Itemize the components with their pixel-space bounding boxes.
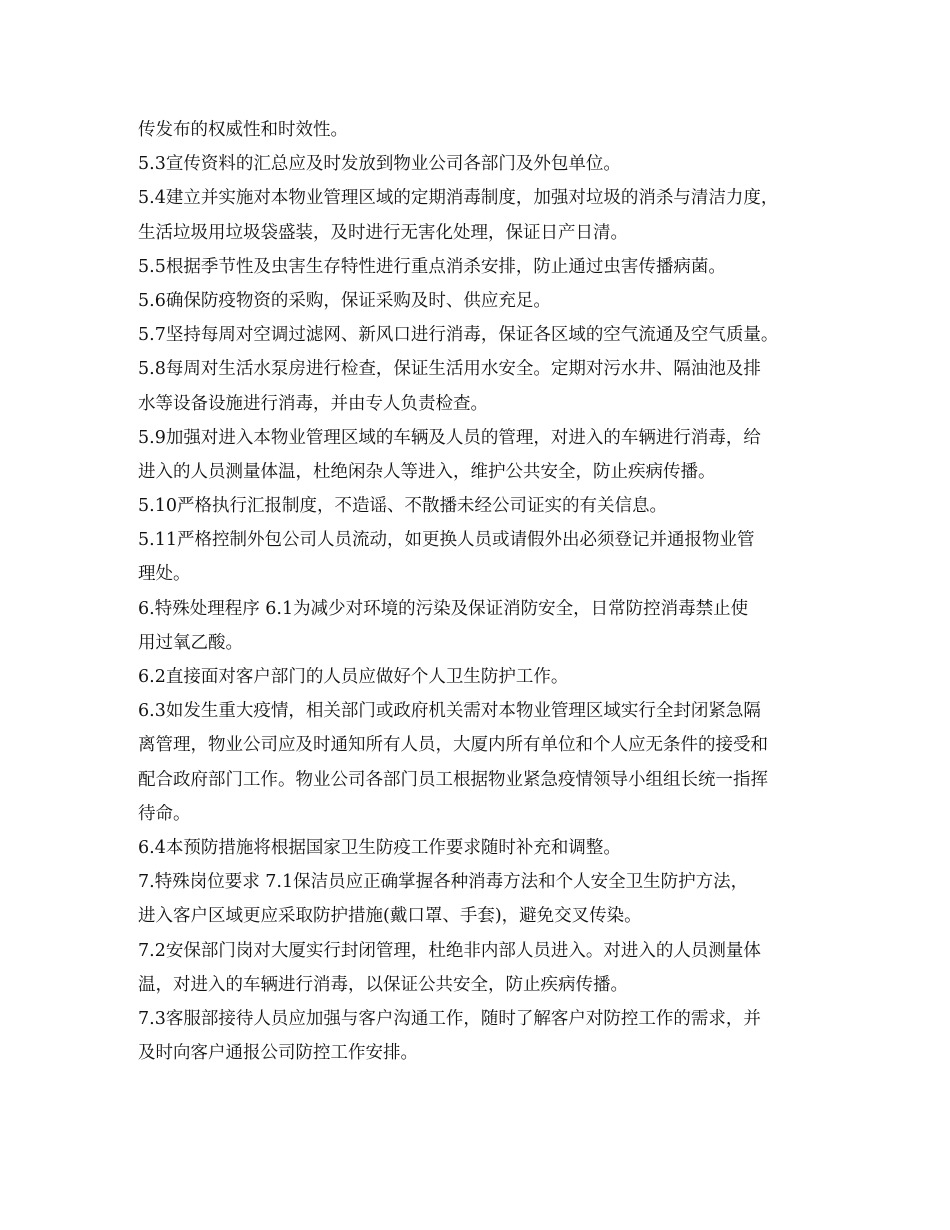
text-line: 5.11严格控制外包公司人员流动，如更换人员或请假外出必须登记并通报物业管 bbox=[138, 530, 755, 551]
text-line: 6.3如发生重大疫情，相关部门或政府机关需对本物业管理区域实行全封闭紧急隔 bbox=[138, 701, 761, 722]
text-line: 待命。 bbox=[138, 803, 191, 824]
text-line: 理处。 bbox=[138, 564, 191, 585]
text-line: 5.9加强对进入本物业管理区域的车辆及人员的管理，对进入的车辆进行消毒，给 bbox=[138, 427, 761, 448]
text-line: 5.7坚持每周对空调过滤网、新风口进行消毒，保证各区域的空气流通及空气质量。 bbox=[138, 325, 779, 346]
text-line: 传发布的权威性和时效性。 bbox=[138, 120, 348, 140]
text-line: 5.4建立并实施对本物业管理区域的定期消毒制度，加强对垃圾的消杀与清洁力度， bbox=[138, 188, 779, 209]
text-line: 5.6确保防疫物资的采购，保证采购及时、供应充足。 bbox=[138, 290, 551, 311]
text-line: 5.3宣传资料的汇总应及时发放到物业公司各部门及外包单位。 bbox=[138, 154, 621, 175]
text-line: 6.特殊处理程序 6.1为减少对环境的污染及保证消防安全，日常防控消毒禁止使 bbox=[138, 598, 749, 619]
text-line: 6.2直接面对客户部门的人员应做好个人卫生防护工作。 bbox=[138, 667, 569, 687]
text-line: 生活垃圾用垃圾袋盛装，及时进行无害化处理，保证日产日清。 bbox=[138, 222, 628, 243]
text-line: 水等设备设施进行消毒，并由专人负责检查。 bbox=[138, 393, 488, 414]
text-line: 5.5根据季节性及虫害生存特性进行重点消杀安排，防止通过虫害传播病菌。 bbox=[138, 256, 726, 277]
text-line: 配合政府部门工作。物业公司各部门员工根据物业紧急疫情领导小组组长统一指挥 bbox=[138, 769, 768, 790]
text-line: 7.2安保部门岗对大厦实行封闭管理，杜绝非内部人员进入。对进入的人员测量体 bbox=[138, 940, 761, 961]
text-line: 及时向客户通报公司防控工作安排。 bbox=[138, 1043, 418, 1064]
text-line: 6.4本预防措施将根据国家卫生防疫工作要求随时补充和调整。 bbox=[138, 837, 621, 858]
document-body bbox=[138, 113, 828, 1070]
text-line: 7.特殊岗位要求 7.1保洁员应正确掌握各种消毒方法和个人安全卫生防护方法， bbox=[138, 872, 749, 893]
text-line: 用过氧乙酸。 bbox=[138, 632, 243, 653]
text-line: 5.8每周对生活水泵房进行检查，保证生活用水安全。定期对污水井、隔油池及排 bbox=[138, 359, 761, 380]
text-line: 5.10严格执行汇报制度，不造谣、不散播未经公司证实的有关信息。 bbox=[138, 496, 667, 517]
text-line: 7.3客服部接待人员应加强与客户沟通工作，随时了解客户对防控工作的需求，并 bbox=[138, 1008, 761, 1029]
text-line: 进入客户区域更应采取防护措施(戴口罩、手套)，避免交叉传染。 bbox=[138, 906, 642, 927]
text-line: 离管理，物业公司应及时通知所有人员，大厦内所有单位和个人应无条件的接受和 bbox=[138, 735, 768, 756]
text-line: 温，对进入的车辆进行消毒，以保证公共安全，防止疾病传播。 bbox=[138, 974, 628, 995]
text-line: 进入的人员测量体温，杜绝闲杂人等进入，维护公共安全，防止疾病传播。 bbox=[138, 461, 716, 482]
